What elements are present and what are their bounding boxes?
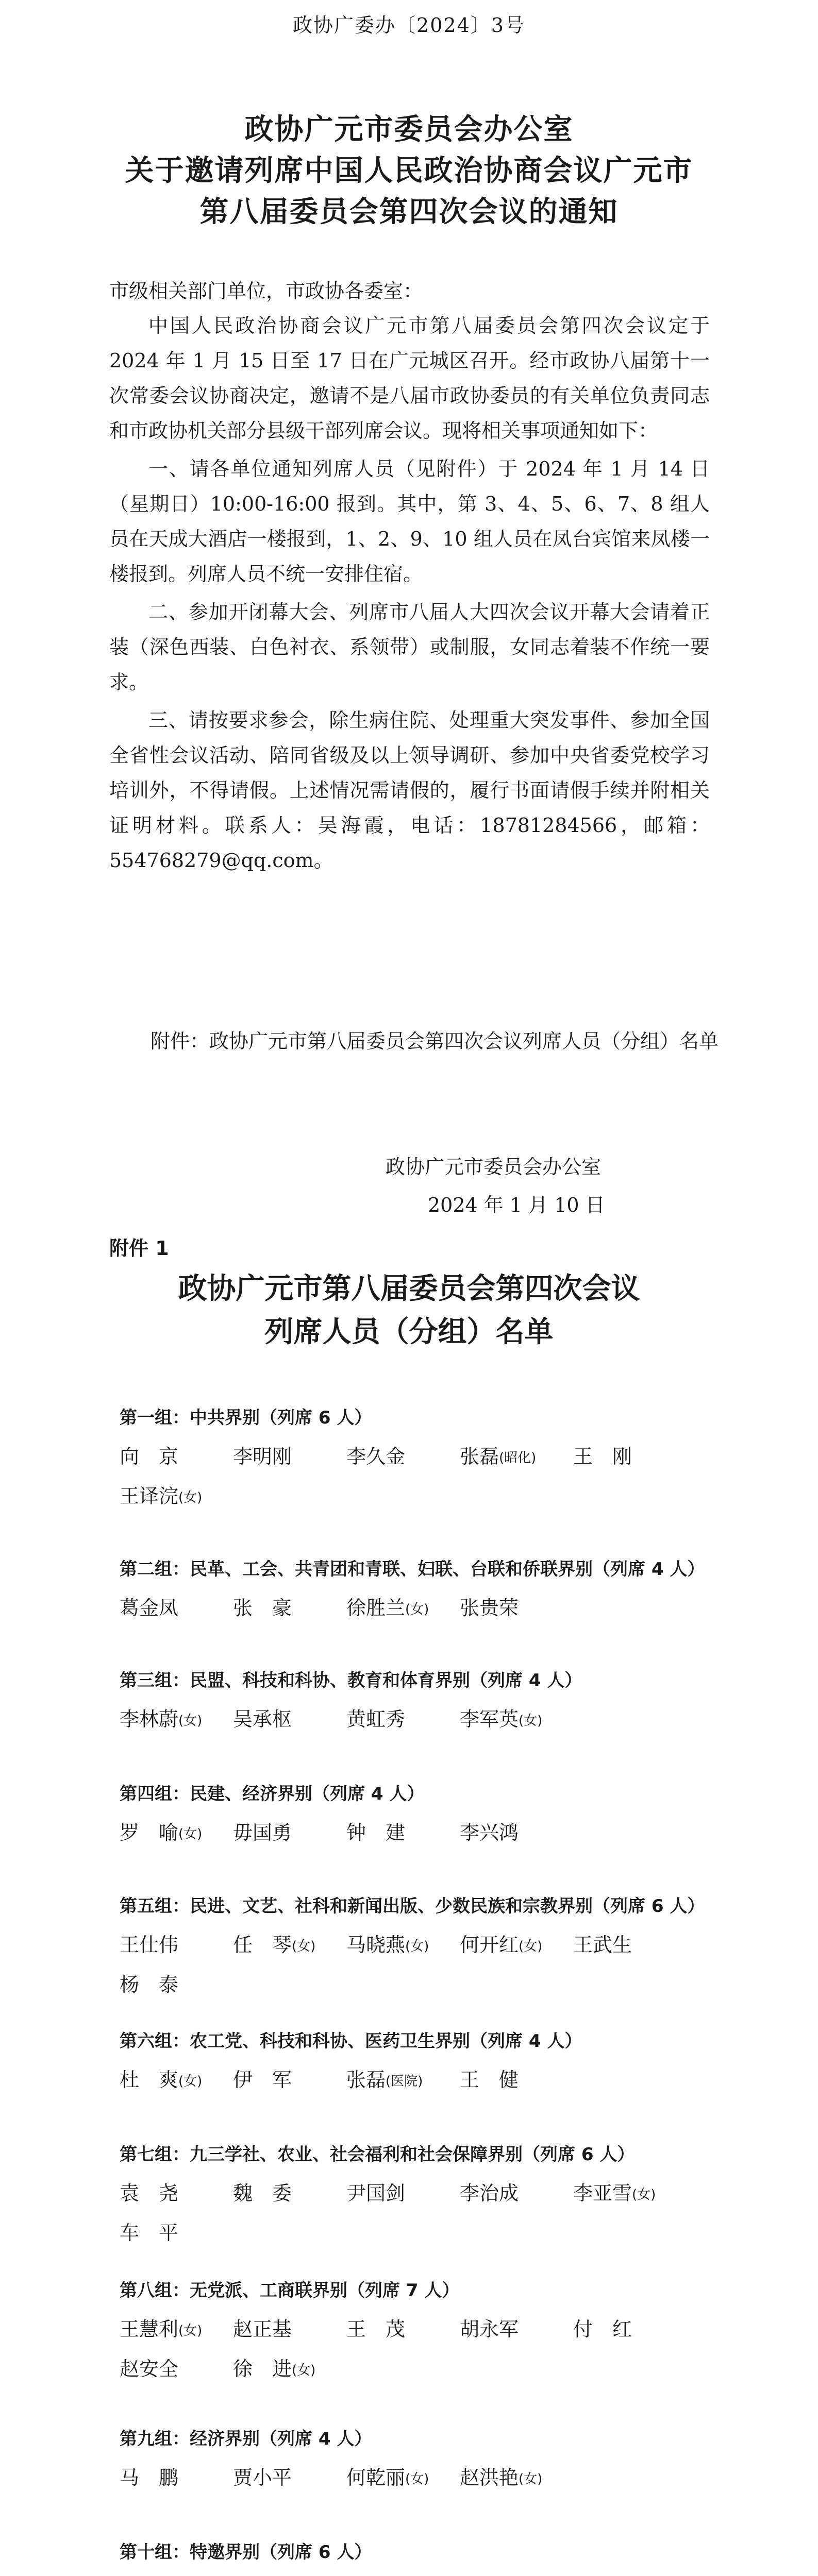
member-list bbox=[120, 2310, 687, 2389]
member-item bbox=[460, 1700, 573, 1740]
member-item bbox=[460, 1814, 573, 1853]
group-heading: 第三组：民盟、科技和科协、教育和体育界别（列席 4 人） bbox=[120, 1670, 582, 1691]
member-list bbox=[120, 2061, 687, 2100]
member-item bbox=[346, 1814, 460, 1853]
member-item bbox=[346, 2459, 460, 2498]
member-note: (女) bbox=[405, 1602, 429, 1617]
member-name: 何开红 bbox=[460, 1934, 519, 1956]
attendee-group bbox=[120, 2540, 738, 2576]
member-name: 黄虹秀 bbox=[346, 1708, 406, 1731]
member-name: 徐 进 bbox=[233, 2358, 292, 2380]
attachment-title bbox=[0, 1267, 818, 1354]
member-name: 钟 建 bbox=[346, 1821, 406, 1844]
attachment-note: 附件：政协广元市第八届委员会第四次会议列席人员（分组）名单 bbox=[151, 1030, 719, 1053]
member-note: (女) bbox=[292, 2363, 316, 2378]
member-name: 李亚雪 bbox=[573, 2182, 632, 2205]
member-name: 何乾丽 bbox=[346, 2466, 406, 2489]
attendee-group bbox=[120, 2029, 738, 2100]
member-name: 杜 爽 bbox=[120, 2069, 179, 2091]
notice-title bbox=[0, 109, 818, 233]
member-note: (女) bbox=[178, 1490, 203, 1505]
group-heading: 第五组：民进、文艺、社科和新闻出版、少数民族和宗教界别（列席 6 人） bbox=[120, 1896, 705, 1917]
signature-org: 政协广元市委员会办公室 bbox=[386, 1156, 602, 1178]
member-item bbox=[460, 1437, 573, 1477]
member-note: (女) bbox=[178, 2074, 203, 2089]
member-name: 罗 喻 bbox=[120, 1821, 179, 1844]
member-list bbox=[120, 1437, 687, 1517]
member-name: 毋国勇 bbox=[233, 1821, 292, 1844]
member-name: 张磊 bbox=[346, 2069, 386, 2091]
member-name: 伊 军 bbox=[233, 2069, 292, 2091]
member-note: (女) bbox=[405, 1939, 429, 1954]
group-heading: 第一组：中共界别（列席 6 人） bbox=[120, 1408, 372, 1428]
member-name: 尹国剑 bbox=[346, 2182, 406, 2205]
member-item bbox=[460, 2061, 573, 2100]
member-name: 张 豪 bbox=[233, 1597, 292, 1619]
attendee-group bbox=[120, 2427, 738, 2498]
member-item bbox=[460, 2459, 573, 2498]
member-item bbox=[120, 1926, 233, 1965]
member-item bbox=[460, 2572, 573, 2576]
member-item bbox=[233, 1589, 346, 1629]
member-item bbox=[346, 2174, 460, 2214]
member-list bbox=[120, 2174, 687, 2252]
member-note: (女) bbox=[519, 2471, 543, 2487]
attendee-group bbox=[120, 1405, 738, 1517]
member-item bbox=[120, 2214, 233, 2252]
member-name: 马 鹏 bbox=[120, 2466, 179, 2489]
member-note: (女) bbox=[405, 2471, 429, 2487]
member-name: 王武生 bbox=[573, 1934, 632, 1956]
member-item bbox=[120, 1437, 233, 1477]
document-number: 政协广委办〔2024〕3号 bbox=[293, 14, 525, 37]
body-paragraph: 三、请按要求参会，除生病住院、处理重大突发事件、参加全国全省性会议活动、陪同省级及以上领导调研、参加中央省委党校学习培训外，不得请假。上述情况需请假的，履行书面请假手续并附相关证明材料。联系人：吴海霞，电话：18781284566，邮箱：554768279@qq.com。 bbox=[109, 709, 710, 872]
member-name: 杨 泰 bbox=[120, 1973, 179, 1996]
member-item bbox=[120, 1965, 233, 2004]
member-name: 李林蔚 bbox=[120, 1708, 179, 1731]
notice-body bbox=[109, 276, 710, 881]
member-note: (女) bbox=[178, 1713, 203, 1728]
member-item bbox=[120, 2459, 233, 2498]
attendee-group bbox=[120, 1894, 738, 2004]
member-item bbox=[233, 2459, 346, 2498]
member-item bbox=[233, 1814, 346, 1853]
member-item bbox=[460, 2174, 573, 2214]
title-line: 政协广元市委员会办公室 bbox=[244, 113, 574, 146]
member-item bbox=[573, 2572, 687, 2576]
member-item bbox=[120, 1700, 233, 1740]
member-item bbox=[233, 1437, 346, 1477]
member-list bbox=[120, 1926, 687, 2004]
body-paragraph: 中国人民政治协商会议广元市第八届委员会第四次会议定于 2024 年 1 月 15 日至 17 日在广元城区召开。经市政协八届第十一次常委会议协商决定，邀请不是八届市政协委员的有关单位负责同志和市政协机关部分县级干部列席会议。现将相关事项通知如下： bbox=[109, 314, 710, 442]
member-item bbox=[346, 1589, 460, 1629]
member-name: 魏 委 bbox=[233, 2182, 292, 2205]
member-item bbox=[573, 1437, 687, 1477]
member-item bbox=[460, 1926, 573, 1965]
member-list bbox=[120, 2459, 687, 2498]
group-heading: 第四组：民建、经济界别（列席 4 人） bbox=[120, 1784, 425, 1804]
member-item bbox=[346, 2572, 460, 2576]
member-note: (女) bbox=[178, 1826, 203, 1842]
member-note: (女) bbox=[292, 1939, 316, 1954]
member-name: 徐胜兰 bbox=[346, 1597, 406, 1619]
member-item bbox=[460, 2310, 573, 2350]
member-item bbox=[346, 1700, 460, 1740]
signature-date: 2024 年 1 月 10 日 bbox=[428, 1194, 605, 1216]
attendee-group bbox=[120, 1668, 738, 1740]
member-item bbox=[346, 2310, 460, 2350]
group-heading: 第六组：农工党、科技和科协、医药卫生界别（列席 4 人） bbox=[120, 2031, 582, 2052]
member-name: 李军英 bbox=[460, 1708, 519, 1731]
member-note: (女) bbox=[519, 1713, 543, 1728]
member-item bbox=[573, 1926, 687, 1965]
member-name: 王慧利 bbox=[120, 2318, 179, 2341]
body-paragraph: 二、参加开闭幕大会、列席市八届人大四次会议开幕大会请着正装（深色西装、白色衬衣、系领带）或制服，女同志着装不作统一要求。 bbox=[109, 601, 710, 693]
member-name: 李久金 bbox=[346, 1445, 406, 1468]
title-line: 第八届委员会第四次会议的通知 bbox=[199, 195, 619, 229]
title-line: 关于邀请列席中国人民政治协商会议广元市 bbox=[125, 154, 693, 188]
member-item bbox=[120, 2061, 233, 2100]
member-item bbox=[120, 2174, 233, 2214]
member-list bbox=[120, 2572, 687, 2576]
member-item bbox=[346, 1926, 460, 1965]
member-name: 李治成 bbox=[460, 2182, 519, 2205]
member-note: (女) bbox=[519, 1939, 543, 1954]
member-item bbox=[346, 1437, 460, 1477]
member-item bbox=[233, 1700, 346, 1740]
member-item bbox=[233, 2350, 346, 2389]
member-item bbox=[120, 1589, 233, 1629]
member-name: 王 刚 bbox=[573, 1445, 632, 1468]
member-item bbox=[233, 2310, 346, 2350]
member-name: 袁 尧 bbox=[120, 2182, 179, 2205]
member-name: 吴承枢 bbox=[233, 1708, 292, 1731]
member-name: 贾小平 bbox=[233, 2466, 292, 2489]
attachment-title-line: 政协广元市第八届委员会第四次会议 bbox=[178, 1272, 640, 1306]
member-item bbox=[233, 2061, 346, 2100]
member-note: (医院) bbox=[386, 2074, 423, 2089]
member-name: 张贵荣 bbox=[460, 1597, 519, 1619]
member-name: 王译浣 bbox=[120, 1485, 179, 1507]
member-name: 赵正基 bbox=[233, 2318, 292, 2341]
member-item bbox=[120, 1814, 233, 1853]
member-name: 车 平 bbox=[120, 2222, 179, 2244]
group-heading: 第八组：无党派、工商联界别（列席 7 人） bbox=[120, 2280, 460, 2301]
member-name: 胡永军 bbox=[460, 2318, 519, 2341]
member-note: (昭化) bbox=[499, 1450, 537, 1466]
member-item bbox=[120, 2572, 233, 2576]
attendee-group bbox=[120, 1557, 738, 1629]
member-item bbox=[120, 2310, 233, 2350]
member-item bbox=[573, 2310, 687, 2350]
group-heading: 第九组：经济界别（列席 4 人） bbox=[120, 2429, 372, 2449]
member-note: (女) bbox=[632, 2187, 656, 2202]
member-name: 赵安全 bbox=[120, 2358, 179, 2380]
member-name: 赵洪艳 bbox=[460, 2466, 519, 2489]
body-paragraph: 一、请各单位通知列席人员（见附件）于 2024 年 1 月 14 日（星期日）10:00-16:00 报到。其中，第 3、4、5、6、7、8 组人员在天成大酒店一楼报到，1、2、9、10 组人员在凤台宾馆来凤楼一楼报到。列席人员不统一安排住宿。 bbox=[109, 457, 710, 585]
member-item bbox=[346, 2061, 460, 2100]
attendee-group bbox=[120, 1782, 738, 1853]
member-list bbox=[120, 1589, 687, 1629]
member-name: 王仕伟 bbox=[120, 1934, 179, 1956]
attachment-title-line: 列席人员（分组）名单 bbox=[264, 1315, 554, 1349]
member-name: 王 健 bbox=[460, 2069, 519, 2091]
attachment-label: 附件 1 bbox=[109, 1237, 169, 1260]
member-name: 张磊 bbox=[460, 1445, 499, 1468]
member-item bbox=[120, 1477, 233, 1517]
member-list bbox=[120, 1814, 687, 1853]
member-name: 向 京 bbox=[120, 1445, 179, 1468]
group-heading: 第二组：民革、工会、共青团和青联、妇联、台联和侨联界别（列席 4 人） bbox=[120, 1559, 705, 1580]
group-heading: 第七组：九三学社、农业、社会福利和社会保障界别（列席 6 人） bbox=[120, 2144, 635, 2165]
member-name: 王 茂 bbox=[346, 2318, 406, 2341]
member-name: 李明刚 bbox=[233, 1445, 292, 1468]
member-item bbox=[233, 1926, 346, 1965]
attendee-group bbox=[120, 2142, 738, 2252]
member-item bbox=[460, 1589, 573, 1629]
member-name: 李兴鸿 bbox=[460, 1821, 519, 1844]
member-item bbox=[233, 2174, 346, 2214]
member-name: 葛金凤 bbox=[120, 1597, 179, 1619]
member-note: (女) bbox=[178, 2323, 203, 2338]
member-name: 任 琴 bbox=[233, 1934, 292, 1956]
member-name: 付 红 bbox=[573, 2318, 632, 2341]
salutation: 市级相关部门单位，市政协各委室： bbox=[109, 280, 423, 302]
member-name: 马晓燕 bbox=[346, 1934, 406, 1956]
member-item bbox=[120, 2350, 233, 2389]
member-list bbox=[120, 1700, 687, 1740]
attendee-group bbox=[120, 2278, 738, 2389]
group-heading: 第十组：特邀界别（列席 6 人） bbox=[120, 2542, 372, 2563]
member-item bbox=[573, 2174, 687, 2214]
member-item bbox=[233, 2572, 346, 2576]
